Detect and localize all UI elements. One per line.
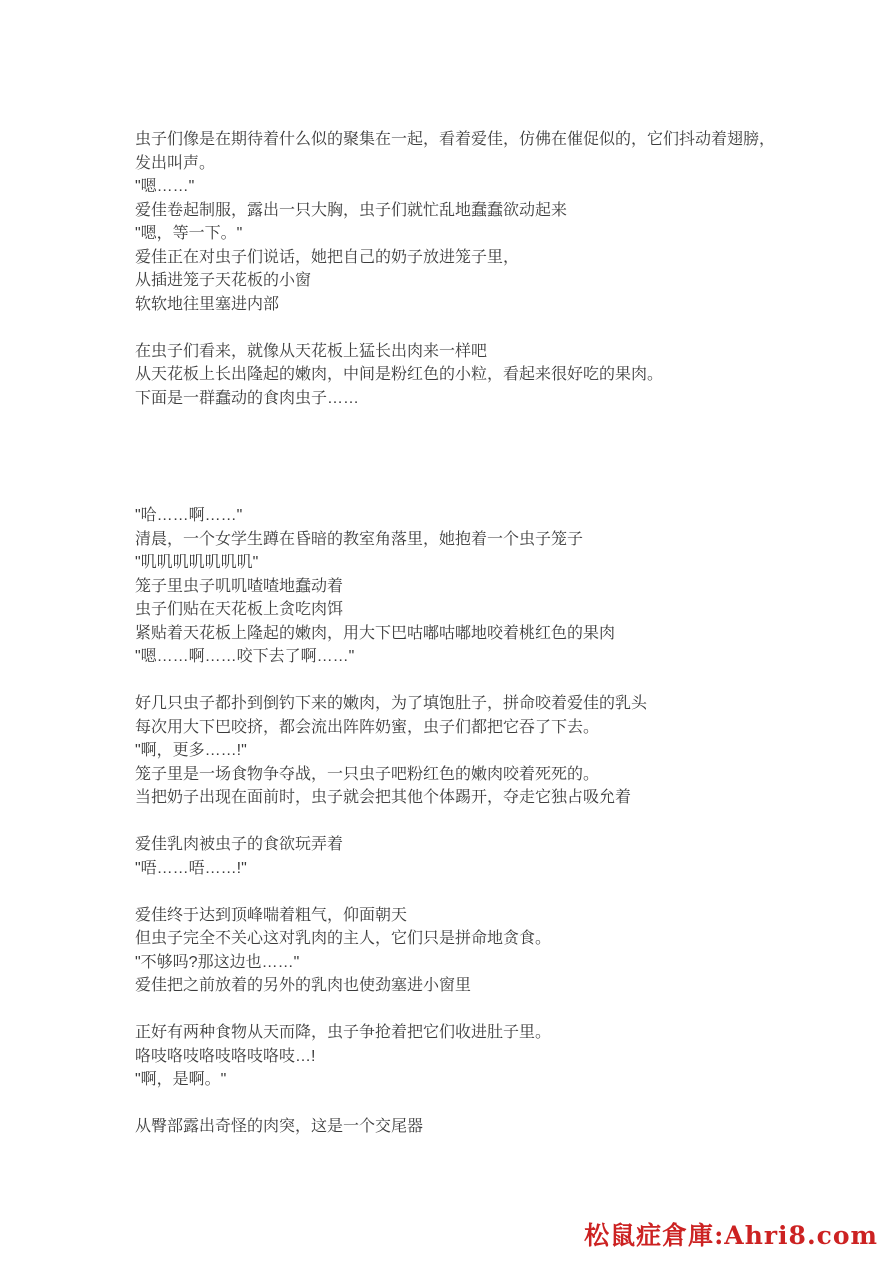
text-line: 笼子里虫子叽叽喳喳地蠢动着	[135, 577, 344, 595]
story-text-block	[135, 128, 832, 1139]
text-line	[135, 998, 832, 1022]
text-line: 虫子们贴在天花板上贪吃肉饵	[135, 601, 344, 618]
text-line: 但虫子完全不关心这对乳肉的主人，它们只是拼命地贪食。	[135, 930, 552, 947]
text-line: 发出叫声。	[135, 154, 216, 172]
text-line	[135, 434, 832, 458]
text-line: "嗯，等一下。"	[135, 225, 243, 242]
text-line: 紧贴着天花板上隆起的嫩肉，用大下巴咕嘟咕嘟地咬着桃红色的果肉	[135, 624, 616, 642]
text-line	[135, 316, 832, 340]
text-line: "唔……唔……!"	[135, 859, 247, 877]
text-line: 爱佳卷起制服，露出一只大胸，虫子们就忙乱地蠢蠢欲动起来	[135, 201, 568, 219]
text-line: 笼子里是一场食物争夺战，一只虫子吧粉红色的嫩肉咬着死死的。	[135, 765, 600, 783]
text-line: "叽叽叽叽叽叽叽"	[135, 554, 259, 571]
text-line: "啊，更多……!"	[135, 742, 247, 759]
text-line: 从臀部露出奇怪的肉突，这是一个交尾器	[135, 1118, 424, 1135]
text-line	[135, 1092, 832, 1116]
text-line: 爱佳正在对虫子们说话，她把自己的奶子放进笼子里，	[135, 248, 520, 266]
text-line: 爱佳把之前放着的另外的乳肉也使劲塞进小窗里	[135, 977, 472, 994]
text-line: 从天花板上长出隆起的嫩肉，中间是粉红色的小粒，看起来很好吃的果肉。	[135, 366, 664, 383]
text-line	[135, 880, 832, 904]
text-line: 每次用大下巴咬挤，都会流出阵阵奶蜜，虫子们都把它吞了下去。	[135, 718, 600, 736]
text-line: 正好有两种食物从天而降，虫子争抢着把它们收进肚子里。	[135, 1024, 552, 1041]
text-line: 下面是一群蠢动的食肉虫子……	[135, 389, 360, 407]
text-line: "啊，是啊。"	[135, 1071, 227, 1088]
text-line: "不够吗?那这边也……"	[135, 953, 300, 971]
text-line	[135, 481, 832, 505]
text-line	[135, 810, 832, 834]
text-line: 当把奶子出现在面前时，虫子就会把其他个体踢开，夺走它独占吸允着	[135, 789, 632, 806]
text-line: 好几只虫子都扑到倒钓下来的嫩肉，为了填饱肚子，拼命咬着爱佳的乳头	[135, 695, 648, 712]
text-line	[135, 410, 832, 434]
text-line: 虫子们像是在期待着什么似的聚集在一起，看着爱佳，仿佛在催促似的，它们抖动着翅膀，	[135, 131, 776, 148]
text-line: 在虫子们看来，就像从天花板上猛长出肉来一样吧	[135, 342, 488, 360]
text-line: 清晨，一个女学生蹲在昏暗的教室角落里，她抱着一个虫子笼子	[135, 530, 584, 548]
text-line: 爱佳乳肉被虫子的食欲玩弄着	[135, 836, 344, 853]
site-watermark: 松鼠症倉庫:Ahri8.com	[584, 1221, 878, 1250]
text-line	[135, 457, 832, 481]
text-line	[135, 669, 832, 693]
text-line: 从插进笼子天花板的小窗	[135, 272, 312, 289]
text-line: "哈……啊……"	[135, 507, 243, 524]
text-line: "嗯……啊……咬下去了啊……"	[135, 648, 355, 665]
text-line: 爱佳终于达到顶峰喘着粗气，仰面朝天	[135, 906, 408, 924]
text-line: "嗯……"	[135, 178, 195, 195]
text-line: 咯吱咯吱咯吱咯吱咯吱…!	[135, 1047, 316, 1065]
text-line: 软软地往里塞进内部	[135, 295, 280, 313]
